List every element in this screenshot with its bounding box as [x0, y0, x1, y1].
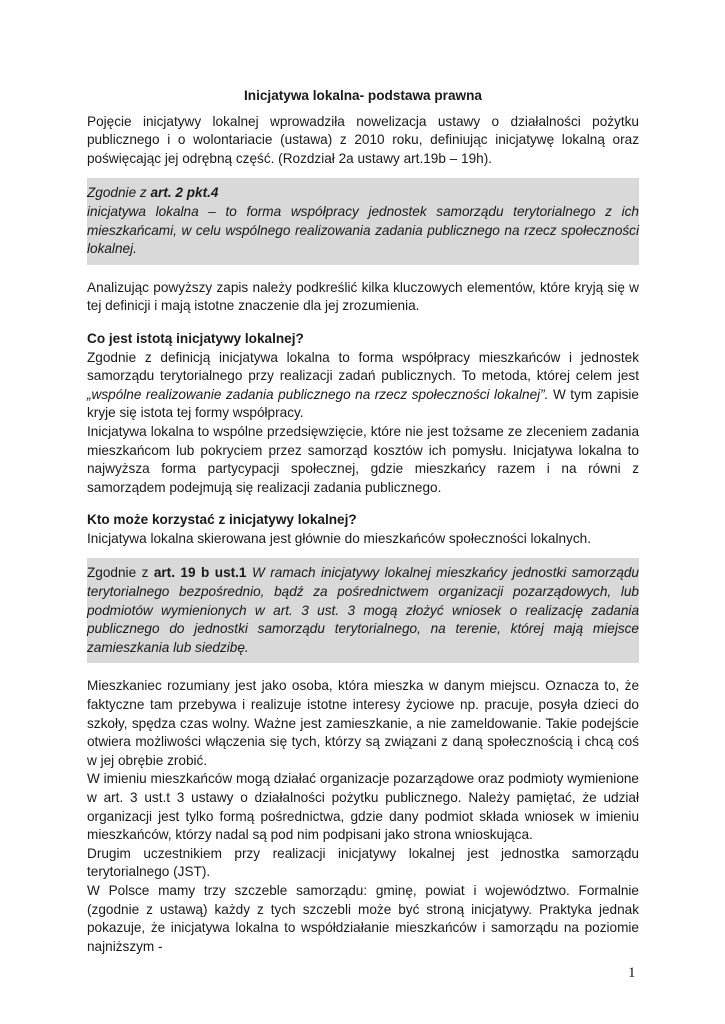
definition-article-ref: art. 2 pkt.4 [150, 185, 219, 201]
article-box [87, 558, 639, 663]
page-content [87, 87, 639, 956]
body-paragraph-resident: Mieszkaniec rozumiany jest jako osoba, która mieszka w danym miejscu. Oznacza to, że faktyczne tam przebywa i realizuje istotne interesy życiowe np. pracuje, posyła dzieci do szkoły, spędza czas wolny. Ważne jest zamieszkanie, a nie zameldowanie. Takie podejście otwiera możliwości włączenia się tych, którzy są związani z daną społecznością i chcą coś w jej obrębie zrobić. [87, 678, 639, 768]
body-paragraph-jst: Drugim uczestnikiem przy realizacji inicjatywy lokalnej jest jednostka samorządu terytorialnego (JST). [87, 845, 639, 880]
article-body: W ramach inicjatywy lokalnej mieszkańcy jednostki samorządu terytorialnego bezpośrednio, bądź za pośrednictwem organizacji pozarządowych, lub podmiotów wymienionych w art. 3 ust. 3 mogą złożyć wniosek o realizację zadania publicznego do jednostki samorządu terytorialnego, na terenie, której mają miejsce zamieszkania lub siedzibę. [87, 565, 639, 655]
section-heading-who: Kto może korzystać z inicjatywy lokalnej? [87, 512, 357, 528]
definition-box [87, 178, 639, 264]
body-paragraph-levels: W Polsce mamy trzy szczeble samorządu: gminę, powiat i województwo. Formalnie (zgodnie z ustawą) każdy z tych szczebli może być stroną inicjatywy. Praktyka jednak pokazuje, że inicjatywa lokalna to współdziałanie mieszkańców i samorządu na poziomie najniższym - [87, 882, 639, 954]
document-title: Inicjatywa lokalna- podstawa prawna [244, 88, 482, 103]
essence-text-b: W tym zapisie kryje się istota tej formy współpracy. [87, 386, 639, 421]
article-ref: art. 19 b ust.1 [153, 565, 247, 581]
essence-paragraph [87, 349, 639, 423]
analysis-paragraph: Analizując powyższy zapis należy podkreślić kilka kluczowych elementów, które kryją się w tej definicji i mają istotne znaczenie dla jej zrozumienia. [87, 279, 639, 314]
essence-paragraph-2: Inicjatywa lokalna to wspólne przedsięwzięcie, które nie jest tożsame ze zleceniem zadania mieszkańcom lub pokryciem przez samorząd kosztów ich pomysłu. Inicjatywa lokalna to najwyższa forma partycypacji społecznej, gdzie mieszkańcy razem i na równi z samorządem podejmują się realizacji zadania publicznego. [87, 423, 639, 495]
definition-lead-text: Zgodnie z [87, 185, 151, 201]
definition-lead [87, 184, 639, 203]
definition-text: inicjatywa lokalna – to forma współpracy jednostek samorządu terytorialnego z ich mieszkańcami, w celu wspólnego realizowania zadania publicznego na rzecz społeczności lokalnej. [87, 203, 639, 257]
essence-quote: „wspólne realizowanie zadania publicznego na rzecz społeczności lokalnej”. [87, 386, 549, 402]
article-lead: Zgodnie z [87, 565, 154, 581]
who-paragraph: Inicjatywa lokalna skierowana jest głównie do mieszkańców społeczności lokalnych. [87, 530, 591, 546]
body-paragraph-organizations: W imieniu mieszkańców mogą działać organizacje pozarządowe oraz podmioty wymienione w art. 3 ust.t 3 ustawy o działalności pożytku publicznego. Należy pamiętać, że udział organizacji jest tylko formą pośrednictwa, gdzie dany podmiot składa wniosek w imieniu mieszkańców, którzy nadal są pod nim podpisani jako strona wnioskująca. [87, 771, 639, 843]
section-heading-essence: Co jest istotą inicjatywy lokalnej? [87, 330, 304, 346]
page-number: 1 [628, 965, 636, 981]
intro-paragraph: Pojęcie inicjatywy lokalnej wprowadziła nowelizacja ustawy o działalności pożytku publicznego i o wolontariacie (ustawa) z 2010 roku, definiując inicjatywę lokalną oraz poświęcając jej odrębną część. (Rozdział 2a ustawy art.19b – 19h). [87, 113, 639, 166]
article-text [87, 564, 639, 657]
essence-text-a: Zgodnie z definicją inicjatywa lokalna to forma współpracy mieszkańców i jednostek samorządu terytorialnego przy realizacji zadań publicznych. To metoda, której celem jest [87, 349, 639, 384]
